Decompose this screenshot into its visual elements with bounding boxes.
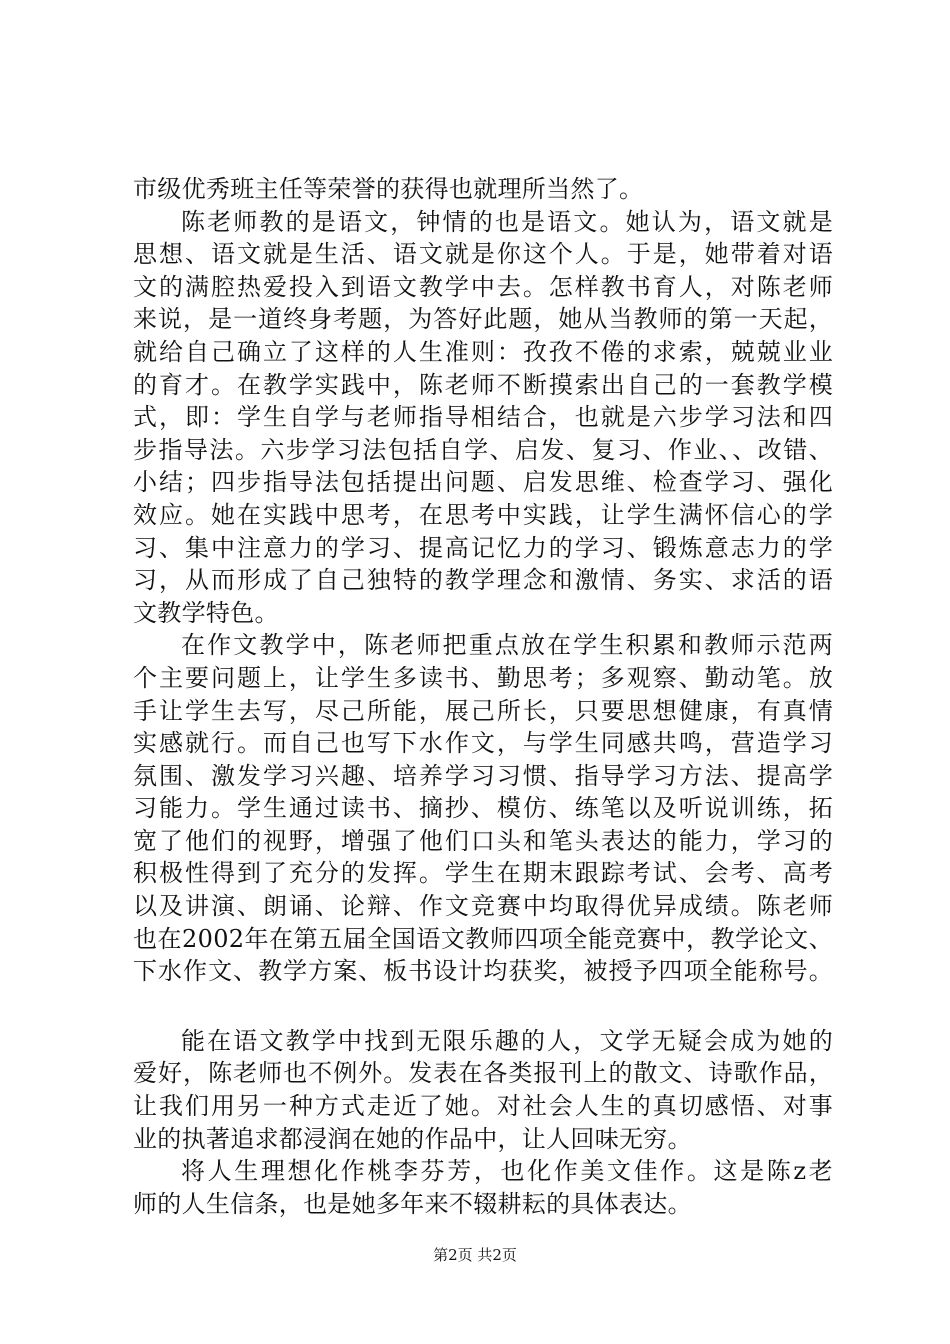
text-line: 就给自己确立了这样的人生准则：孜孜不倦的求索，兢兢业业: [133, 337, 833, 366]
text-line: 习能力。学生通过读书、摘抄、模仿、练笔以及听说训练，拓: [133, 794, 833, 823]
text-line: 宽了他们的视野，增强了他们口头和笔头表达的能力，学习的: [133, 826, 833, 855]
text-line: 思想、语文就是生活、语文就是你这个人。于是，她带着对语: [133, 240, 833, 269]
text-line: 式，即：学生自学与老师指导相结合，也就是六步学习法和四: [133, 403, 833, 432]
text-line: 爱好，陈老师也不例外。发表在各类报刊上的散文、诗歌作品，: [133, 1059, 833, 1088]
text-line: 在作文教学中，陈老师把重点放在学生积累和教师示范两: [181, 631, 833, 660]
text-line: 将人生理想化作桃李芬芳，也化作美文佳作。这是陈z老: [181, 1157, 833, 1186]
text-line: 的育才。在教学实践中，陈老师不断摸索出自己的一套教学模: [133, 370, 833, 399]
text-line: 师的人生信条，也是她多年来不辍耕耘的具体表达。: [133, 1189, 692, 1218]
text-line: 市级优秀班主任等荣誉的获得也就理所当然了。: [133, 175, 644, 203]
text-line: 效应。她在实践中思考，在思考中实践，让学生满怀信心的学: [133, 500, 833, 529]
text-line: 下水作文、教学方案、板书设计均获奖，被授予四项全能称号。: [133, 957, 833, 986]
text-line: 文教学特色。: [133, 598, 279, 627]
text-line: 文的满腔热爱投入到语文教学中去。怎样教书育人，对陈老师: [133, 272, 833, 301]
text-line: 小结；四步指导法包括提出问题、启发思维、检查学习、强化: [133, 468, 833, 497]
text-line: 能在语文教学中找到无限乐趣的人，文学无疑会成为她的: [181, 1026, 833, 1055]
text-line: 也在2002年在第五届全国语文教师四项全能竞赛中，教学论文、: [133, 924, 833, 953]
text-line: 步指导法。六步学习法包括自学、启发、复习、作业、、改错、: [133, 435, 833, 464]
text-line: 业的执著追求都浸润在她的作品中，让人回味无穷。: [133, 1124, 692, 1153]
text-line: 以及讲演、朗诵、论辩、作文竞赛中均取得优异成绩。陈老师: [133, 892, 833, 921]
text-line: 习，从而形成了自己独特的教学理念和激情、务实、求活的语: [133, 566, 833, 595]
text-line: 手让学生去写，尽己所能，展己所长，只要思想健康，有真情: [133, 696, 833, 725]
text-line: 氛围、激发学习兴趣、培养学习习惯、指导学习方法、提高学: [133, 761, 833, 790]
text-line: 个主要问题上，让学生多读书、勤思考；多观察、勤动笔。放: [133, 663, 833, 692]
text-line: 让我们用另一种方式走近了她。对社会人生的真切感悟、对事: [133, 1092, 833, 1121]
text-line: 积极性得到了充分的发挥。学生在期末跟踪考试、会考、高考: [133, 859, 833, 888]
text-line: 来说，是一道终身考题，为答好此题，她从当教师的第一天起，: [133, 305, 833, 334]
document-body: [133, 173, 833, 1220]
paragraph-gap: [133, 988, 833, 1025]
page-number-footer: 第2页 共2页: [433, 1246, 517, 1264]
text-line: 陈老师教的是语文，钟情的也是语文。她认为，语文就是: [181, 207, 833, 236]
text-line: 习、集中注意力的学习、提高记忆力的学习、锻炼意志力的学: [133, 533, 833, 562]
text-line: 实感就行。而自己也写下水作文，与学生同感共鸣，营造学习: [133, 729, 833, 758]
